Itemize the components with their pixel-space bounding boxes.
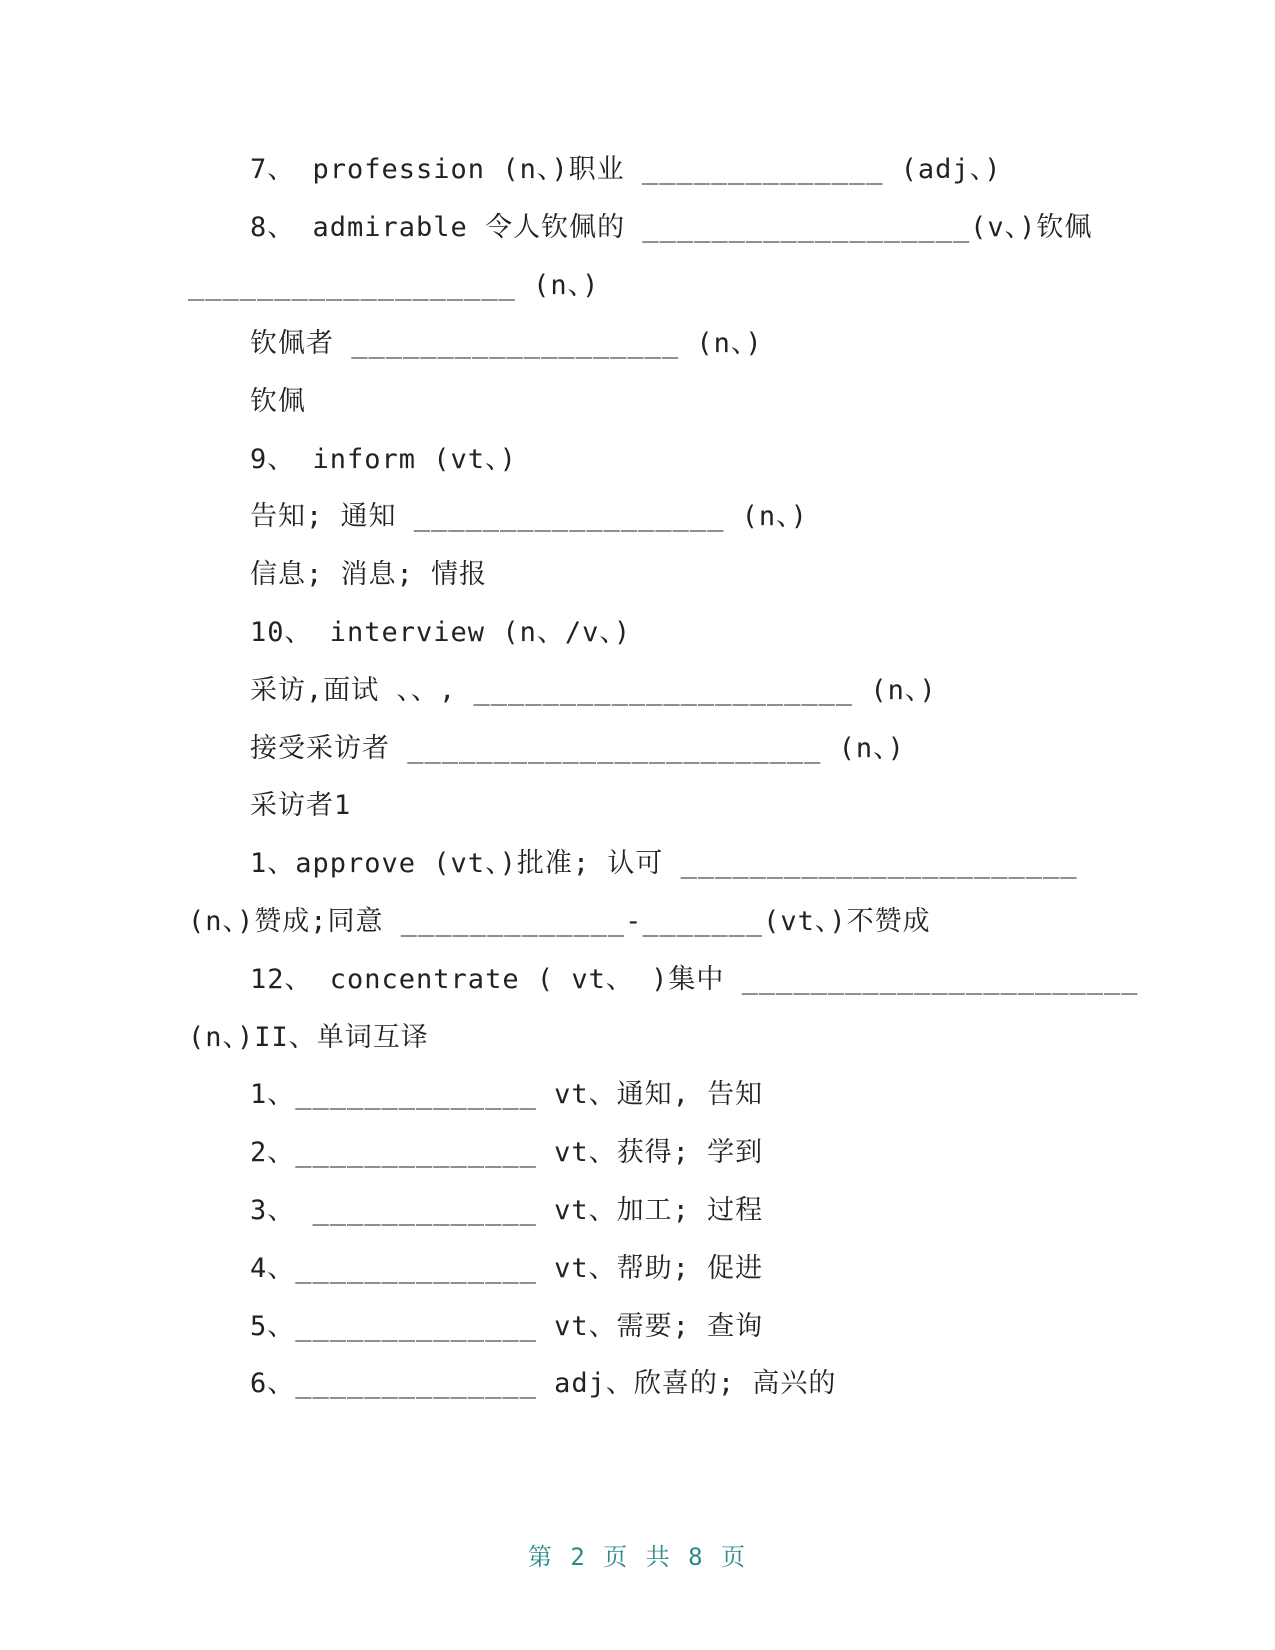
- translate-item-2: 2、______________ vt、获得; 学到: [250, 1137, 764, 1168]
- item-7-profession: 7、 profession (n、)职业 ______________ (adj、): [250, 154, 1002, 185]
- item-9-meaning: 信息; 消息; 情报: [250, 559, 488, 590]
- item-10-interviewee: 采访,面试 、、, ______________________ (n、): [250, 675, 937, 706]
- page-footer: 第 2 页 共 8 页: [527, 1543, 748, 1571]
- translate-item-4: 4、______________ vt、帮助; 促进: [250, 1253, 764, 1284]
- item-9-inform: 9、 inform (vt、): [250, 444, 517, 475]
- item-9-information: 告知; 通知 __________________ (n、): [250, 501, 808, 532]
- item-8-admiration: 钦佩: [250, 386, 306, 417]
- translate-item-6: 6、______________ adj、欣喜的; 高兴的: [250, 1368, 837, 1399]
- item-10-interview: 10、 interview (n、/v、): [250, 617, 632, 648]
- translate-item-5: 5、______________ vt、需要; 查询: [250, 1311, 764, 1342]
- item-11-continuation: (n、)赞成;同意 _____________-_______(vt、)不赞成: [188, 906, 931, 937]
- item-8-admirable: 8、 admirable 令人钦佩的 ___________________(v、)钦佩: [250, 212, 1093, 243]
- item-8-continuation: ___________________ (n、): [188, 270, 600, 301]
- item-10-interviewer: 接受采访者 ________________________ (n、): [250, 733, 905, 764]
- item-12-concentrate: 12、 concentrate ( vt、 )集中 _______________________: [250, 964, 1139, 995]
- item-10-label: 采访者1: [250, 790, 352, 821]
- translate-item-3: 3、 _____________ vt、加工; 过程: [250, 1195, 764, 1226]
- section-ii-heading: (n、)II、单词互译: [188, 1022, 429, 1053]
- translate-item-1: 1、______________ vt、通知, 告知: [250, 1079, 764, 1110]
- item-11-approve: 1、approve (vt、)批准; 认可 _______________________: [250, 848, 1078, 879]
- item-8-admirer: 钦佩者 ___________________ (n、): [250, 328, 763, 359]
